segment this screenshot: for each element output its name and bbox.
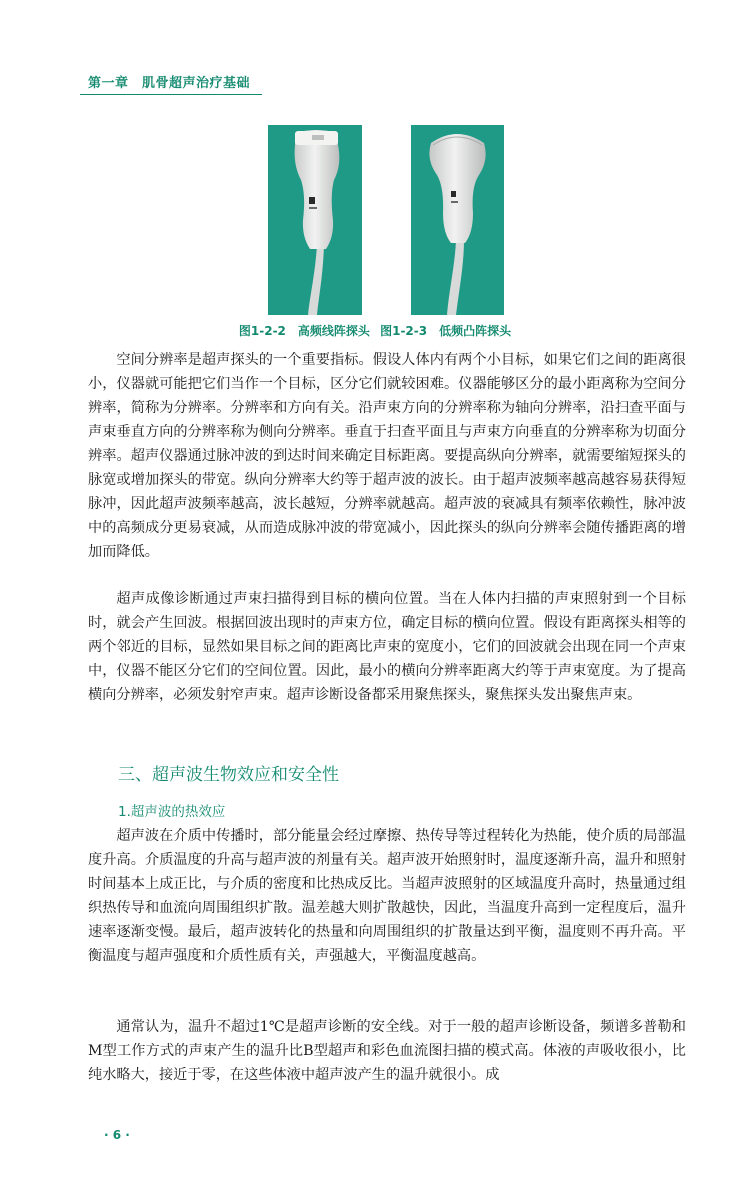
figure-convex-probe bbox=[411, 125, 504, 315]
linear-probe-illustration bbox=[268, 125, 362, 315]
convex-probe-illustration bbox=[411, 125, 504, 315]
running-title: 第一章 肌骨超声治疗基础 bbox=[88, 76, 251, 91]
subsection-heading: 1.超声波的热效应 bbox=[118, 804, 226, 820]
header-rule bbox=[80, 94, 262, 95]
paragraph-safety-line: 通常认为，温升不超过1℃是超声诊断的安全线。对于一般的超声诊断设备，频谱多普勒和M型工作方式的声束产生的温升比B型超声和彩色血流图扫描的模式高。体液的声吸收很小，比纯水略大，接近于零，在这些体液中超声波产生的温升就很小。成 bbox=[88, 1019, 686, 1083]
figure-linear-probe bbox=[268, 125, 362, 315]
paragraph-spatial-resolution: 空间分辨率是超声探头的一个重要指标。假设人体内有两个小目标，如果它们之间的距离很小，仪器就可能把它们当作一个目标，区分它们就较困难。仪器能够区分的最小距离称为空间分辨率，简称为分辨率。分辨率和方向有关。沿声束方向的分辨率称为轴向分辨率，沿扫查平面与声束垂直方向的分辨率称为侧向分辨率。垂直于扫查平面且与声束方向垂直的分辨率称为切面分辨率。超声仪器通过脉冲波的到达时间来确定目标距离。要提高纵向分辨率，就需要缩短探头的脉宽或增加探头的带宽。纵向分辨率大约等于超声波的波长。由于超声波频率越高越容易获得短脉冲，因此超声波频率越高，波长越短，分辨率就越高。超声波的衰减具有频率依赖性，脉冲波中的高频成分更易衰减，从而造成脉冲波的带宽减小，因此探头的纵向分辨率会随传播距离的增加而降低。 bbox=[88, 352, 686, 560]
caption-linear-probe: 图1-2-2 高频线阵探头 bbox=[238, 324, 370, 338]
section-heading: 三、超声波生物效应和安全性 bbox=[118, 765, 339, 785]
figure-caption bbox=[0, 322, 750, 339]
paragraph-lateral-resolution: 超声成像诊断通过声束扫描得到目标的横向位置。当在人体内扫描的声束照射到一个目标时，就会产生回波。根据回波出现时的声束方位，确定目标的横向位置。假设有距离探头相等的两个邻近的目标，显然如果目标之间的距离比声束的宽度小，它们的回波就会出现在同一个声束中，仪器不能区分它们的空间位置。因此，最小的横向分辨率距离大约等于声束宽度。为了提高横向分辨率，必须发射窄声束。超声诊断设备都采用聚焦探头，聚焦探头发出聚焦声束。 bbox=[88, 591, 686, 703]
caption-convex-probe: 图1-2-3 低频凸阵探头 bbox=[380, 324, 512, 338]
page-number: · 6 · bbox=[104, 1128, 130, 1142]
paragraph-thermal-effect: 超声波在介质中传播时，部分能量会经过摩擦、热传导等过程转化为热能，使介质的局部温度升高。介质温度的升高与超声波的剂量有关。超声波开始照射时，温度逐渐升高，温升和照射时间基本上成正比，与介质的密度和比热成反比。当超声波照射的区域温度升高时，热量通过组织热传导和血流向周围组织扩散。温差越大则扩散越快，因此，当温度升高到一定程度后，温升速率逐渐变慢。最后，超声波转化的热量和向周围组织的扩散量达到平衡，温度则不再升高。平衡温度与超声强度和介质性质有关，声强越大，平衡温度越高。 bbox=[88, 828, 686, 964]
